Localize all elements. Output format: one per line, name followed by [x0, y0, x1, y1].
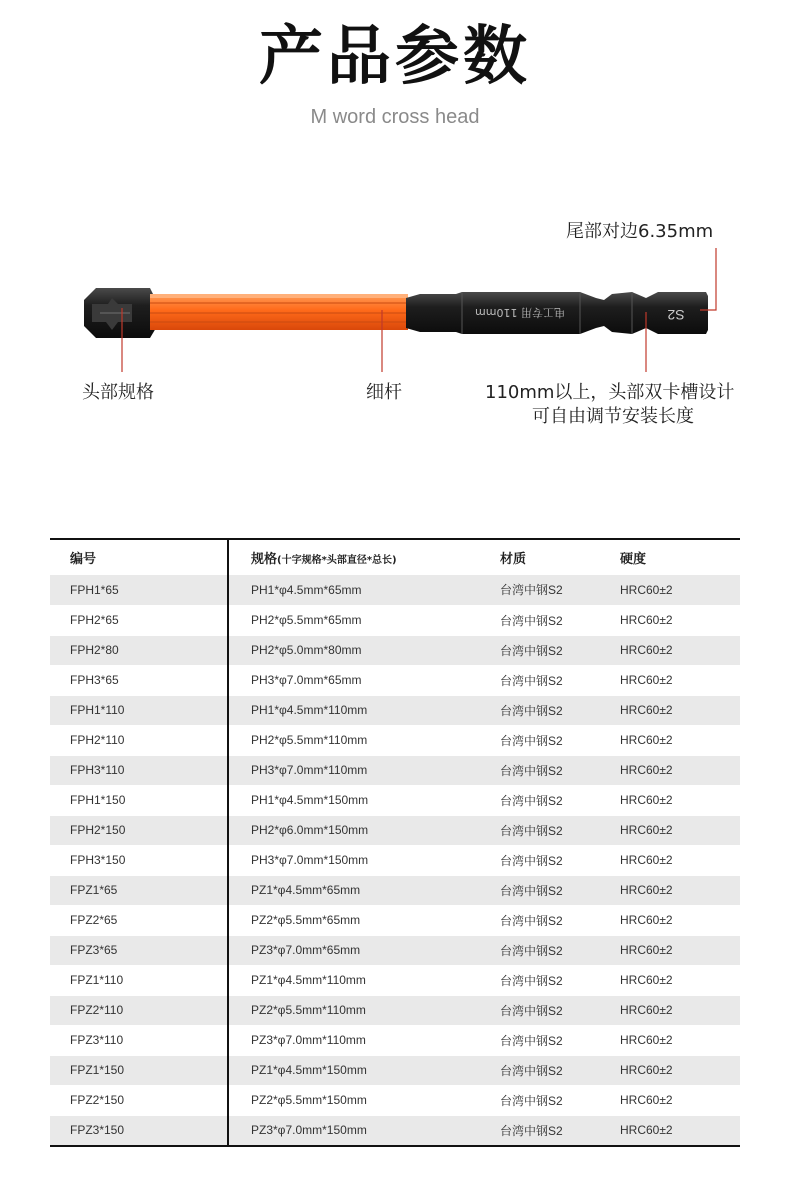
cell-code: FPH2*65 [50, 605, 228, 635]
table-bottom-rule [50, 1145, 740, 1147]
cell-code: FPH3*150 [50, 845, 228, 875]
cell-spec: PH2*φ5.5mm*65mm [228, 605, 500, 635]
cell-code: FPH2*150 [50, 815, 228, 845]
cell-material: 台湾中钢S2 [500, 635, 620, 665]
header-material: 材质 [500, 552, 527, 567]
cell-hardness: HRC60±2 [620, 1025, 740, 1055]
cell-material: 台湾中钢S2 [500, 935, 620, 965]
table-row [50, 875, 740, 905]
table-row [50, 1115, 740, 1145]
s2-mark: S2 [667, 307, 685, 323]
orange-shaft [150, 294, 408, 330]
table-row [50, 725, 740, 755]
cell-code: FPZ2*65 [50, 905, 228, 935]
table-row [50, 695, 740, 725]
cell-spec: PH3*φ7.0mm*65mm [228, 665, 500, 695]
cell-spec: PZ2*φ5.5mm*110mm [228, 995, 500, 1025]
cell-material: 台湾中钢S2 [500, 1085, 620, 1115]
header-code: 编号 [70, 552, 97, 567]
cell-material: 台湾中钢S2 [500, 695, 620, 725]
tail-label: 尾部对边6.35mm [566, 221, 714, 242]
cell-hardness: HRC60±2 [620, 995, 740, 1025]
table-row [50, 575, 740, 605]
table-row [50, 1025, 740, 1055]
table-row [50, 905, 740, 935]
page-subtitle: M word cross head [310, 106, 480, 128]
spec-table [50, 538, 740, 1146]
cell-material: 台湾中钢S2 [500, 815, 620, 845]
cell-hardness: HRC60±2 [620, 755, 740, 785]
cell-material: 台湾中钢S2 [500, 905, 620, 935]
cell-code: FPZ2*150 [50, 1085, 228, 1115]
cell-material: 台湾中钢S2 [500, 875, 620, 905]
table-row [50, 785, 740, 815]
header-spec [228, 539, 500, 575]
cell-hardness: HRC60±2 [620, 635, 740, 665]
cell-code: FPZ1*65 [50, 875, 228, 905]
cell-code: FPZ1*110 [50, 965, 228, 995]
cell-code: FPH3*65 [50, 665, 228, 695]
table-row [50, 845, 740, 875]
cell-spec: PZ2*φ5.5mm*65mm [228, 905, 500, 935]
table-row [50, 605, 740, 635]
cell-hardness: HRC60±2 [620, 875, 740, 905]
header-spec-label: 规格 [251, 552, 278, 567]
cell-material: 台湾中钢S2 [500, 995, 620, 1025]
cell-spec: PZ1*φ4.5mm*150mm [228, 1055, 500, 1085]
cell-spec: PZ3*φ7.0mm*150mm [228, 1115, 500, 1145]
cell-spec: PZ3*φ7.0mm*65mm [228, 935, 500, 965]
table-row [50, 935, 740, 965]
cell-hardness: HRC60±2 [620, 725, 740, 755]
hex-shank [406, 292, 708, 334]
cell-spec: PZ3*φ7.0mm*110mm [228, 1025, 500, 1055]
cell-code: FPH2*80 [50, 635, 228, 665]
shaft-engraving: 电工专用 110mm [475, 306, 565, 319]
table-row [50, 1055, 740, 1085]
cell-code: FPH2*110 [50, 725, 228, 755]
table-row [50, 665, 740, 695]
cross-tip [84, 288, 156, 338]
page-title: 产品参数 [259, 20, 531, 94]
table-row [50, 995, 740, 1025]
cell-hardness: HRC60±2 [620, 575, 740, 605]
cell-material: 台湾中钢S2 [500, 785, 620, 815]
cell-code: FPH3*110 [50, 755, 228, 785]
cell-spec: PZ1*φ4.5mm*65mm [228, 875, 500, 905]
table-body [50, 575, 740, 1145]
cell-spec: PH2*φ5.0mm*80mm [228, 635, 500, 665]
cell-hardness: HRC60±2 [620, 1085, 740, 1115]
table-header-row [50, 539, 740, 575]
cell-hardness: HRC60±2 [620, 695, 740, 725]
table-row [50, 965, 740, 995]
cell-material: 台湾中钢S2 [500, 605, 620, 635]
cell-hardness: HRC60±2 [620, 815, 740, 845]
head-label: 头部规格 [82, 382, 154, 403]
cell-material: 台湾中钢S2 [500, 665, 620, 695]
cell-code: FPZ3*150 [50, 1115, 228, 1145]
cell-material: 台湾中钢S2 [500, 1025, 620, 1055]
cell-spec: PH2*φ5.5mm*110mm [228, 725, 500, 755]
cell-code: FPZ2*110 [50, 995, 228, 1025]
cell-material: 台湾中钢S2 [500, 1055, 620, 1085]
cell-spec: PZ1*φ4.5mm*110mm [228, 965, 500, 995]
table-row [50, 815, 740, 845]
cell-hardness: HRC60±2 [620, 665, 740, 695]
shaft-label: 细杆 [366, 382, 402, 403]
header-hardness: 硬度 [620, 552, 647, 567]
cell-spec: PH3*φ7.0mm*110mm [228, 755, 500, 785]
cell-spec: PH2*φ6.0mm*150mm [228, 815, 500, 845]
cell-spec: PH3*φ7.0mm*150mm [228, 845, 500, 875]
cell-hardness: HRC60±2 [620, 605, 740, 635]
cell-hardness: HRC60±2 [620, 1115, 740, 1145]
cell-spec: PH1*φ4.5mm*110mm [228, 695, 500, 725]
cell-hardness: HRC60±2 [620, 935, 740, 965]
cell-spec: PH1*φ4.5mm*65mm [228, 575, 500, 605]
spec-table-container [50, 538, 740, 1146]
header-spec-detail: (十字规格*头部直径*总长) [277, 555, 397, 566]
cell-hardness: HRC60±2 [620, 785, 740, 815]
cell-code: FPH1*150 [50, 785, 228, 815]
cell-material: 台湾中钢S2 [500, 965, 620, 995]
cell-code: FPZ3*65 [50, 935, 228, 965]
screwdriver-bit-diagram [0, 200, 790, 440]
cell-code: FPZ3*110 [50, 1025, 228, 1055]
cell-material: 台湾中钢S2 [500, 1115, 620, 1145]
table-row [50, 755, 740, 785]
cell-hardness: HRC60±2 [620, 845, 740, 875]
table-row [50, 635, 740, 665]
cell-code: FPH1*110 [50, 695, 228, 725]
cell-material: 台湾中钢S2 [500, 725, 620, 755]
cell-material: 台湾中钢S2 [500, 845, 620, 875]
cell-code: FPZ1*150 [50, 1055, 228, 1085]
cell-hardness: HRC60±2 [620, 905, 740, 935]
cell-material: 台湾中钢S2 [500, 575, 620, 605]
cell-spec: PZ2*φ5.5mm*150mm [228, 1085, 500, 1115]
groove-label-line2: 可自由调节安装长度 [532, 406, 694, 427]
cell-spec: PH1*φ4.5mm*150mm [228, 785, 500, 815]
cell-code: FPH1*65 [50, 575, 228, 605]
cell-hardness: HRC60±2 [620, 1055, 740, 1085]
table-row [50, 1085, 740, 1115]
groove-label-line1: 110mm以上，头部双卡槽设计 [485, 382, 735, 403]
cell-material: 台湾中钢S2 [500, 755, 620, 785]
cell-hardness: HRC60±2 [620, 965, 740, 995]
